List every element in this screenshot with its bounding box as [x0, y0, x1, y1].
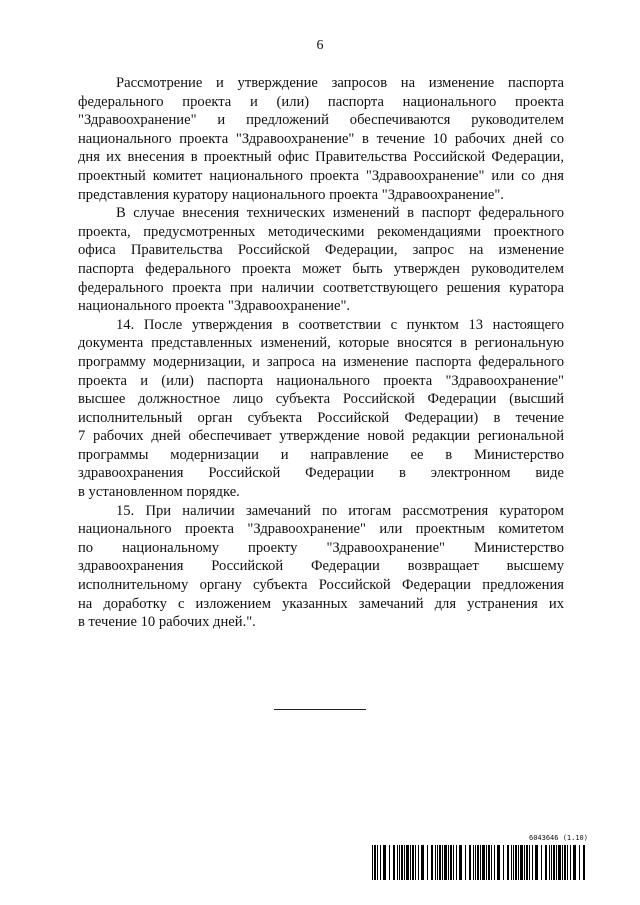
- barcode-bar: [465, 845, 466, 880]
- text-line: национального проекта "Здравоохранение".: [78, 298, 351, 315]
- text-line: национального проекта "Здравоохранение" или проектным комитетом: [78, 521, 564, 538]
- text-line: представления куратору национального проекта "Здравоохранение".: [78, 186, 504, 203]
- barcode-bar: [553, 845, 555, 880]
- barcode-bar: [427, 845, 428, 880]
- barcode-bar: [491, 845, 492, 880]
- text-line: здравоохранения Российской Федерации в электронном виде: [78, 465, 564, 482]
- barcode-bar: [439, 845, 441, 880]
- barcode-bar: [503, 845, 504, 880]
- barcode-bar: [551, 845, 552, 880]
- barcode-bar: [556, 845, 557, 880]
- barcode-bar: [524, 845, 525, 880]
- barcode-bar: [410, 845, 411, 880]
- barcode-bar: [497, 845, 500, 880]
- barcode-bar: [475, 845, 476, 880]
- barcode-bar: [545, 845, 547, 880]
- text-line: на доработку с изложением указанных замечаний для устранения их: [78, 595, 564, 612]
- barcode-bar: [486, 845, 487, 880]
- text-line: офиса Правительства Российской Федерации, запрос на изменение: [78, 242, 564, 259]
- text-line: исполнительный орган субъекта Российской Федерации) в течение: [78, 409, 564, 426]
- text-line: в установленном порядке.: [78, 484, 240, 501]
- text-line: паспорта федерального проекта может быть утвержден руководителем: [78, 260, 564, 277]
- text-line: документа представленных изменений, которые вносятся в региональную: [78, 335, 564, 352]
- barcode-bar: [477, 845, 479, 880]
- text-line: проектный комитет национального проекта "Здравоохранение" или со дня: [78, 167, 564, 184]
- text-line: 14. После утверждения в соответствии с пунктом 13 настоящего: [116, 316, 564, 333]
- barcode-bar: [469, 845, 471, 880]
- text-line: национального проекта "Здравоохранение" в течение 10 рабочих дней со: [78, 130, 564, 147]
- text-line: 15. При наличии замечаний по итогам рассмотрения куратором: [116, 502, 564, 519]
- barcode-bar: [529, 845, 530, 880]
- barcode-bar: [456, 845, 457, 880]
- barcode-bar: [526, 845, 528, 880]
- text-line: программу модернизации, и запроса на изменение паспорта федерального: [78, 353, 564, 370]
- barcode-bar: [562, 845, 563, 880]
- barcode-bar: [459, 845, 462, 880]
- barcode-bar: [374, 845, 376, 880]
- text-line: программы модернизации и направление ее в Министерство: [78, 446, 564, 463]
- barcode-bar: [372, 845, 373, 880]
- barcode-bar: [383, 845, 386, 880]
- barcode-bar: [406, 845, 409, 880]
- barcode-bar: [453, 845, 454, 880]
- barcode-bar: [494, 845, 495, 880]
- barcode-bar: [415, 845, 416, 880]
- barcode-bar: [393, 845, 395, 880]
- paragraph-item-14: [78, 316, 564, 502]
- text-line: дня их внесения в проектный офис Правительства Российской Федерации,: [78, 149, 564, 166]
- barcode-bar: [448, 845, 449, 880]
- barcode-bar: [482, 845, 485, 880]
- barcode-bar: [412, 845, 414, 880]
- barcode-bar: [558, 845, 561, 880]
- barcode-bar: [431, 845, 433, 880]
- text-line: проекта и (или) паспорта национального проекта "Здравоохранение": [78, 372, 564, 389]
- barcode-bar: [488, 845, 490, 880]
- document-body: [78, 74, 564, 632]
- barcode-bar: [380, 845, 381, 880]
- barcode-bar: [507, 845, 509, 880]
- barcode-bar: [579, 845, 580, 880]
- text-line: проекта, предусмотренных методическими рекомендациями проектного: [78, 223, 564, 240]
- paragraph-technical-changes: [78, 204, 564, 316]
- barcode-bar: [573, 845, 576, 880]
- paragraph-item-15: [78, 502, 564, 632]
- text-line: "Здравоохранение" и предложений обеспечиваются руководителем: [78, 112, 564, 129]
- text-line: Рассмотрение и утверждение запросов на изменение паспорта: [116, 75, 564, 91]
- text-line: федерального проекта и (или) паспорта национального проекта: [78, 93, 564, 110]
- barcode-bar: [401, 845, 403, 880]
- barcode-bar: [435, 845, 436, 880]
- barcode-bar: [549, 845, 550, 880]
- barcode-bar: [437, 845, 438, 880]
- barcode-bar: [513, 845, 514, 880]
- barcode-number: 6043646 (1.10): [528, 834, 588, 842]
- text-line: 7 рабочих дней обеспечивает утверждение новой редакции региональной: [78, 428, 564, 445]
- barcode-bar: [421, 845, 424, 880]
- barcode-bar: [418, 845, 419, 880]
- text-line: высшее должностное лицо субъекта Российской Федерации (высший: [78, 391, 564, 408]
- barcode-bar: [450, 845, 452, 880]
- barcode-bar: [532, 845, 533, 880]
- text-line: федерального проекта при наличии соответствующего решения куратора: [78, 279, 564, 296]
- text-line: в течение 10 рабочих дней.".: [78, 614, 256, 631]
- barcode-bar: [404, 845, 405, 880]
- text-line: В случае внесения технических изменений в паспорт федерального: [116, 205, 564, 222]
- barcode-bar: [567, 845, 568, 880]
- barcode-bar: [564, 845, 566, 880]
- paragraph-review-approval: [78, 74, 564, 204]
- barcode-bar: [541, 845, 542, 880]
- barcode-bar: [570, 845, 571, 880]
- barcode-image: [372, 845, 588, 880]
- page-number: 6: [316, 38, 324, 53]
- barcode-bar: [473, 845, 474, 880]
- barcode-bar: [535, 845, 538, 880]
- end-divider-line: [274, 709, 366, 710]
- text-line: здравоохранения Российской Федерации возвращает высшему: [78, 558, 564, 575]
- barcode-bar: [520, 845, 523, 880]
- barcode-bar: [397, 845, 398, 880]
- text-line: по национальному проекту "Здравоохранение" Министерство: [78, 539, 564, 556]
- barcode-bar: [518, 845, 519, 880]
- barcode-bar: [515, 845, 517, 880]
- text-line: исполнительному органу субъекта Российской Федерации предложения: [78, 577, 564, 594]
- barcode-bar: [377, 845, 378, 880]
- barcode-block: [372, 834, 588, 882]
- barcode-bar: [389, 845, 390, 880]
- barcode-bar: [399, 845, 400, 880]
- barcode-bar: [480, 845, 481, 880]
- barcode-bar: [442, 845, 443, 880]
- barcode-bar: [511, 845, 512, 880]
- barcode-bar: [444, 845, 447, 880]
- barcode-bar: [583, 845, 585, 880]
